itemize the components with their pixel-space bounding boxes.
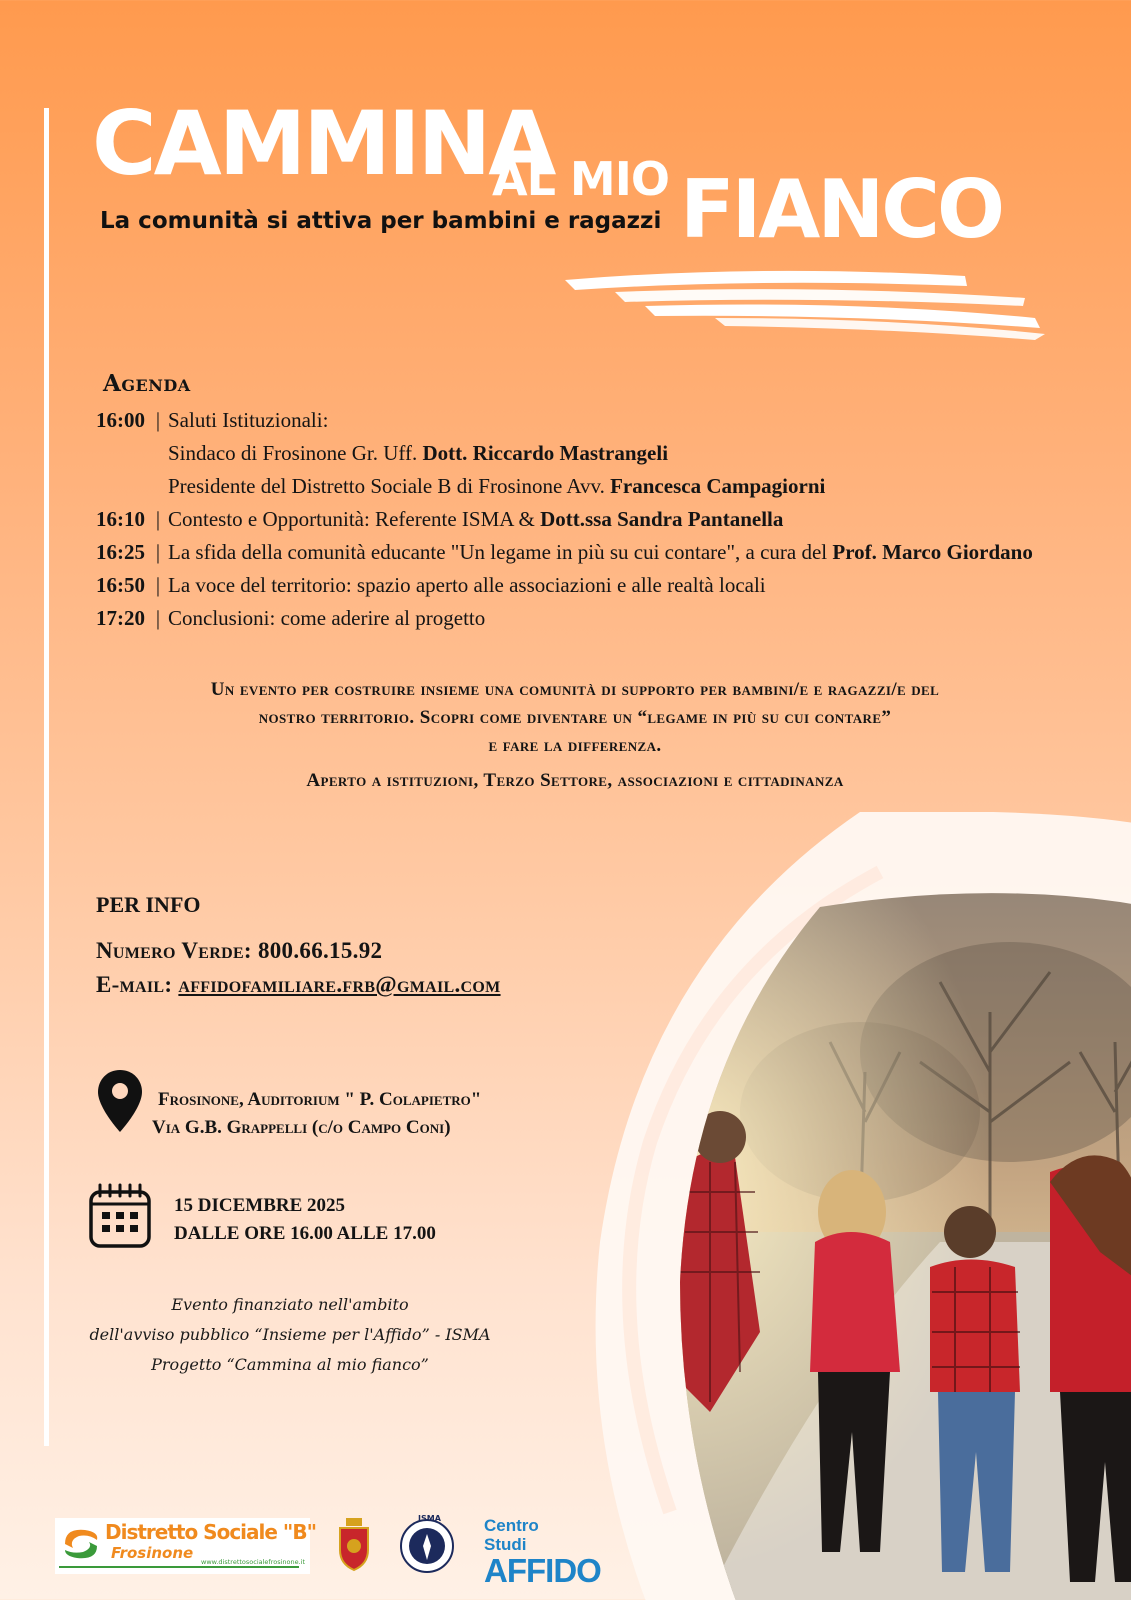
agenda-item (96, 602, 1126, 635)
phone-line (96, 938, 382, 964)
event-date (174, 1192, 436, 1248)
agenda-subitem-text: Sindaco di Frosinone Gr. Uff. (168, 441, 423, 465)
isma-logo (398, 1514, 456, 1574)
agenda-speaker: Dott.ssa Sandra Pantanella (540, 507, 784, 531)
affido-top-text: Centro Studi (484, 1516, 539, 1554)
agenda-subitem-text: Presidente del Distretto Sociale B di Frosinone Avv. (168, 474, 611, 498)
agenda-item (96, 569, 1126, 602)
brush-stroke-decoration (555, 262, 1075, 352)
ds-underline (59, 1566, 299, 1568)
ds-url: www.distrettosocialefrosinone.it (201, 1558, 306, 1566)
phone-label: Numero Verde: (96, 938, 258, 963)
agenda-item (96, 404, 1126, 437)
agenda-separator: | (155, 606, 161, 630)
description-line: Un evento per costruire insieme una comunità di supporto per bambini/e e ragazzi/e del (210, 679, 940, 700)
agenda-text: La sfida della comunità educante "Un legame in più su cui contare", a cura del (168, 540, 828, 564)
agenda-text: Conclusioni: come aderire al progetto (168, 606, 486, 630)
agenda-speaker: Prof. Marco Giordano (832, 540, 1033, 564)
title-fianco: FIANCO (680, 163, 1002, 256)
agenda-time: 16:25 (96, 540, 145, 564)
affido-big-text: AFFIDO (484, 1552, 601, 1589)
funding-line: dell'avviso pubblico “Insieme per l'Affido” - ISMA (89, 1325, 491, 1344)
email-label: E-mail: (96, 972, 179, 997)
agenda-text: Contesto e Opportunità: Referente ISMA & (168, 507, 535, 531)
funding-note (80, 1290, 500, 1380)
agenda-subitem-mayor (96, 437, 1126, 470)
agenda-time: 16:10 (96, 507, 145, 531)
open-to-audience: Aperto a istituzioni, Terzo Settore, associazioni e cittadinanza (306, 770, 844, 791)
agenda-text: La voce del territorio: spazio aperto alle associazioni e alle realtà locali (168, 573, 766, 597)
left-decorative-line (44, 108, 49, 1446)
agenda-time: 16:50 (96, 573, 145, 597)
agenda-separator: | (155, 540, 161, 564)
email-link[interactable]: affidofamiliare.frb@gmail.com (178, 972, 501, 997)
title-al-mio: AL MIO (492, 152, 669, 206)
event-location (152, 1086, 482, 1142)
ds-city: Frosinone (111, 1544, 194, 1562)
location-venue: Frosinone, Auditorium " P. Colapietro" (158, 1089, 482, 1110)
info-heading: PER INFO (96, 892, 201, 917)
funding-line: Progetto “Cammina al mio fianco” (151, 1355, 429, 1374)
agenda-item (96, 536, 1126, 569)
family-photo (560, 812, 1131, 1600)
title-cammina: CAMMINA (92, 92, 554, 195)
agenda-subitem-bold: Francesca Campagiorni (610, 474, 826, 498)
description-line: nostro territorio. Scopri come diventare un “legame in più su cui contare” (258, 707, 892, 728)
agenda-subitem-president (96, 470, 1126, 503)
agenda-subitem-bold: Dott. Riccardo Mastrangeli (422, 441, 669, 465)
map-pin-icon (96, 1068, 144, 1134)
description-line: e fare la differenza. (488, 735, 662, 756)
calendar-icon (88, 1182, 152, 1250)
ds-name: Distretto Sociale "B" (105, 1520, 316, 1544)
email-line (96, 972, 501, 998)
isma-name: ISMA (418, 1514, 441, 1523)
frosinone-crest-icon (336, 1514, 372, 1574)
event-description (60, 676, 1090, 760)
agenda-item (96, 503, 1126, 536)
date-time: DALLE ORE 16.00 ALLE 17.00 (174, 1223, 436, 1244)
agenda-text: Saluti Istituzionali: (168, 408, 329, 432)
agenda-separator: | (155, 408, 161, 432)
agenda-heading: Agenda (103, 370, 191, 397)
swirl-logo-icon (59, 1524, 103, 1564)
phone-number[interactable]: 800.66.15.92 (257, 938, 383, 963)
distretto-sociale-logo (55, 1518, 316, 1574)
centro-studi-affido-logo (484, 1516, 601, 1589)
date-day: 15 DICEMBRE 2025 (174, 1195, 346, 1216)
agenda-separator: | (155, 573, 161, 597)
subtitle: La comunità si attiva per bambini e ragazzi (100, 208, 662, 234)
agenda-time: 17:20 (96, 606, 145, 630)
funding-line: Evento finanziato nell'ambito (171, 1295, 409, 1314)
agenda-list (96, 404, 1126, 635)
location-address: Via G.B. Grappelli (c/o Campo Coni) (152, 1117, 451, 1138)
agenda-time: 16:00 (96, 408, 145, 432)
agenda-separator: | (155, 507, 161, 531)
isma-seal-icon (398, 1514, 456, 1574)
